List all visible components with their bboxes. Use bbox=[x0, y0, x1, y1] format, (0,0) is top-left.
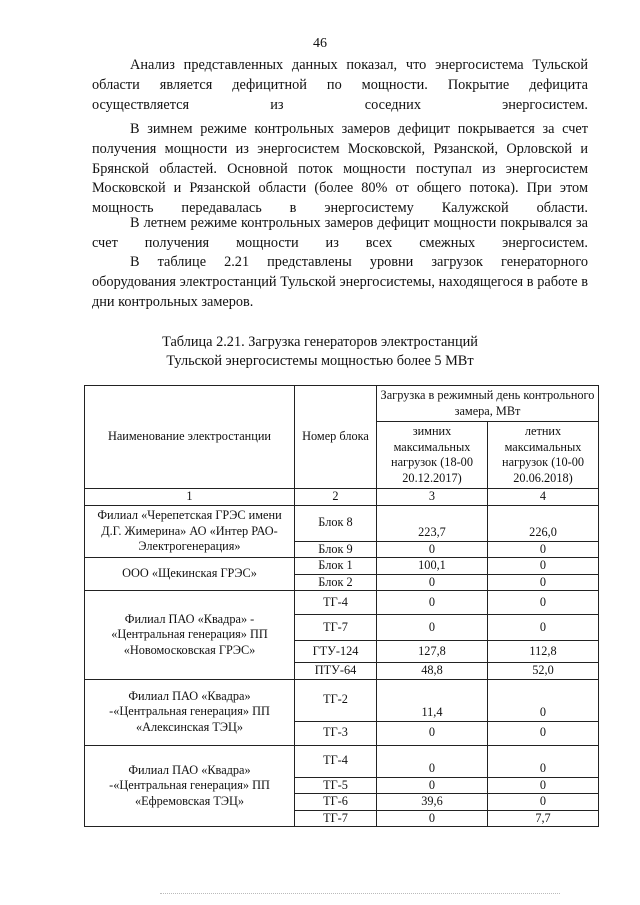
header-load-group: Загрузка в режимный день контрольного замера, МВт bbox=[377, 386, 599, 422]
winter-load-cell: 11,4 bbox=[377, 679, 488, 721]
summer-load-cell: 0 bbox=[488, 679, 599, 721]
table-header-row-1 bbox=[85, 386, 599, 422]
unit-cell: ПТУ-64 bbox=[295, 663, 377, 680]
header-station-name: Наименование электростанции bbox=[85, 386, 295, 489]
winter-load-cell: 39,6 bbox=[377, 794, 488, 811]
summer-load-cell: 0 bbox=[488, 794, 599, 811]
header-winter: зимних максимальных нагрузок (18-00 20.12.2017) bbox=[377, 422, 488, 489]
winter-load-cell: 0 bbox=[377, 615, 488, 641]
unit-cell: ТГ-7 bbox=[295, 810, 377, 827]
paragraph-analysis: Анализ представленных данных показал, что энергосистема Тульской области является дефицитной по мощности. Покрытие дефицита осуществляется из соседних энергосистем. bbox=[92, 57, 588, 113]
station-name-aleksinskaya: Филиал ПАО «Квадра» -«Центральная генерация» ПП «Алексинская ТЭЦ» bbox=[85, 679, 295, 745]
column-number-row bbox=[85, 489, 599, 506]
unit-cell: Блок 2 bbox=[295, 574, 377, 591]
table-row bbox=[85, 745, 599, 777]
column-number: 2 bbox=[295, 489, 377, 506]
table-caption-line2: Тульской энергосистемы мощностью более 5 МВт bbox=[166, 353, 474, 369]
summer-load-cell: 112,8 bbox=[488, 641, 599, 663]
station-name-cherepetskaya: Филиал «Черепетская ГРЭС имени Д.Г. Жимерина» АО «Интер РАО-Электрогенерация» bbox=[85, 505, 295, 558]
unit-cell: ТГ-2 bbox=[295, 679, 377, 721]
summer-load-cell: 0 bbox=[488, 745, 599, 777]
paragraph-summer-mode: В летнем режиме контрольных замеров дефицит мощности покрывался за счет получения мощности из всех смежных энергосистем. bbox=[92, 215, 588, 251]
unit-cell: ТГ-6 bbox=[295, 794, 377, 811]
winter-load-cell: 0 bbox=[377, 541, 488, 558]
winter-load-cell: 0 bbox=[377, 810, 488, 827]
column-number: 3 bbox=[377, 489, 488, 506]
scan-artifact-divider bbox=[160, 893, 560, 895]
summer-load-cell: 52,0 bbox=[488, 663, 599, 680]
summer-load-cell: 7,7 bbox=[488, 810, 599, 827]
header-unit-number: Номер блока bbox=[295, 386, 377, 489]
unit-cell: ТГ-4 bbox=[295, 591, 377, 615]
winter-load-cell: 0 bbox=[377, 574, 488, 591]
paragraph-table-reference: В таблице 2.21 представлены уровни загрузок генераторного оборудования электростанций Тульской энергосистемы, находящегося в работе в дни контрольных замеров. bbox=[92, 254, 588, 310]
winter-load-cell: 0 bbox=[377, 777, 488, 794]
winter-load-cell: 0 bbox=[377, 745, 488, 777]
unit-cell: Блок 1 bbox=[295, 558, 377, 575]
unit-cell: Блок 8 bbox=[295, 505, 377, 541]
winter-load-cell: 0 bbox=[377, 591, 488, 615]
paragraph-winter-mode: В зимнем режиме контрольных замеров дефицит покрывается за счет получения мощности из энергосистем Московской, Рязанской, Орловской и Брянской областей. Основной поток мощности поступал из энергосистем Московской и Рязанской области (более 80% от общего потока). При этом мощность передавалась в энергосистему Калужской области. bbox=[92, 121, 588, 217]
unit-cell: ТГ-7 bbox=[295, 615, 377, 641]
unit-cell: ТГ-5 bbox=[295, 777, 377, 794]
summer-load-cell: 0 bbox=[488, 541, 599, 558]
generator-load-table bbox=[84, 385, 599, 827]
winter-load-cell: 127,8 bbox=[377, 641, 488, 663]
header-summer: летних максимальных нагрузок (10-00 20.06.2018) bbox=[488, 422, 599, 489]
winter-load-cell: 0 bbox=[377, 721, 488, 745]
station-name-novomoskovskaya: Филиал ПАО «Квадра» - «Центральная генерация» ПП «Новомосковская ГРЭС» bbox=[85, 591, 295, 680]
summer-load-cell: 0 bbox=[488, 574, 599, 591]
winter-load-cell: 223,7 bbox=[377, 505, 488, 541]
column-number: 4 bbox=[488, 489, 599, 506]
summer-load-cell: 0 bbox=[488, 777, 599, 794]
unit-cell: ТГ-3 bbox=[295, 721, 377, 745]
table-row bbox=[85, 505, 599, 541]
column-number: 1 bbox=[85, 489, 295, 506]
table-row bbox=[85, 591, 599, 615]
winter-load-cell: 48,8 bbox=[377, 663, 488, 680]
table-row bbox=[85, 679, 599, 721]
unit-cell: ГТУ-124 bbox=[295, 641, 377, 663]
table-row bbox=[85, 558, 599, 575]
page-number: 46 bbox=[313, 36, 327, 51]
winter-load-cell: 100,1 bbox=[377, 558, 488, 575]
summer-load-cell: 0 bbox=[488, 721, 599, 745]
summer-load-cell: 0 bbox=[488, 615, 599, 641]
summer-load-cell: 0 bbox=[488, 591, 599, 615]
station-name-shchekinskaya: ООО «Щекинская ГРЭС» bbox=[85, 558, 295, 591]
table-caption-line1: Таблица 2.21. Загрузка генераторов электростанций bbox=[162, 334, 478, 350]
unit-cell: ТГ-4 bbox=[295, 745, 377, 777]
summer-load-cell: 0 bbox=[488, 558, 599, 575]
station-name-efremovskaya: Филиал ПАО «Квадра» -«Центральная генерация» ПП «Ефремовская ТЭЦ» bbox=[85, 745, 295, 827]
unit-cell: Блок 9 bbox=[295, 541, 377, 558]
summer-load-cell: 226,0 bbox=[488, 505, 599, 541]
